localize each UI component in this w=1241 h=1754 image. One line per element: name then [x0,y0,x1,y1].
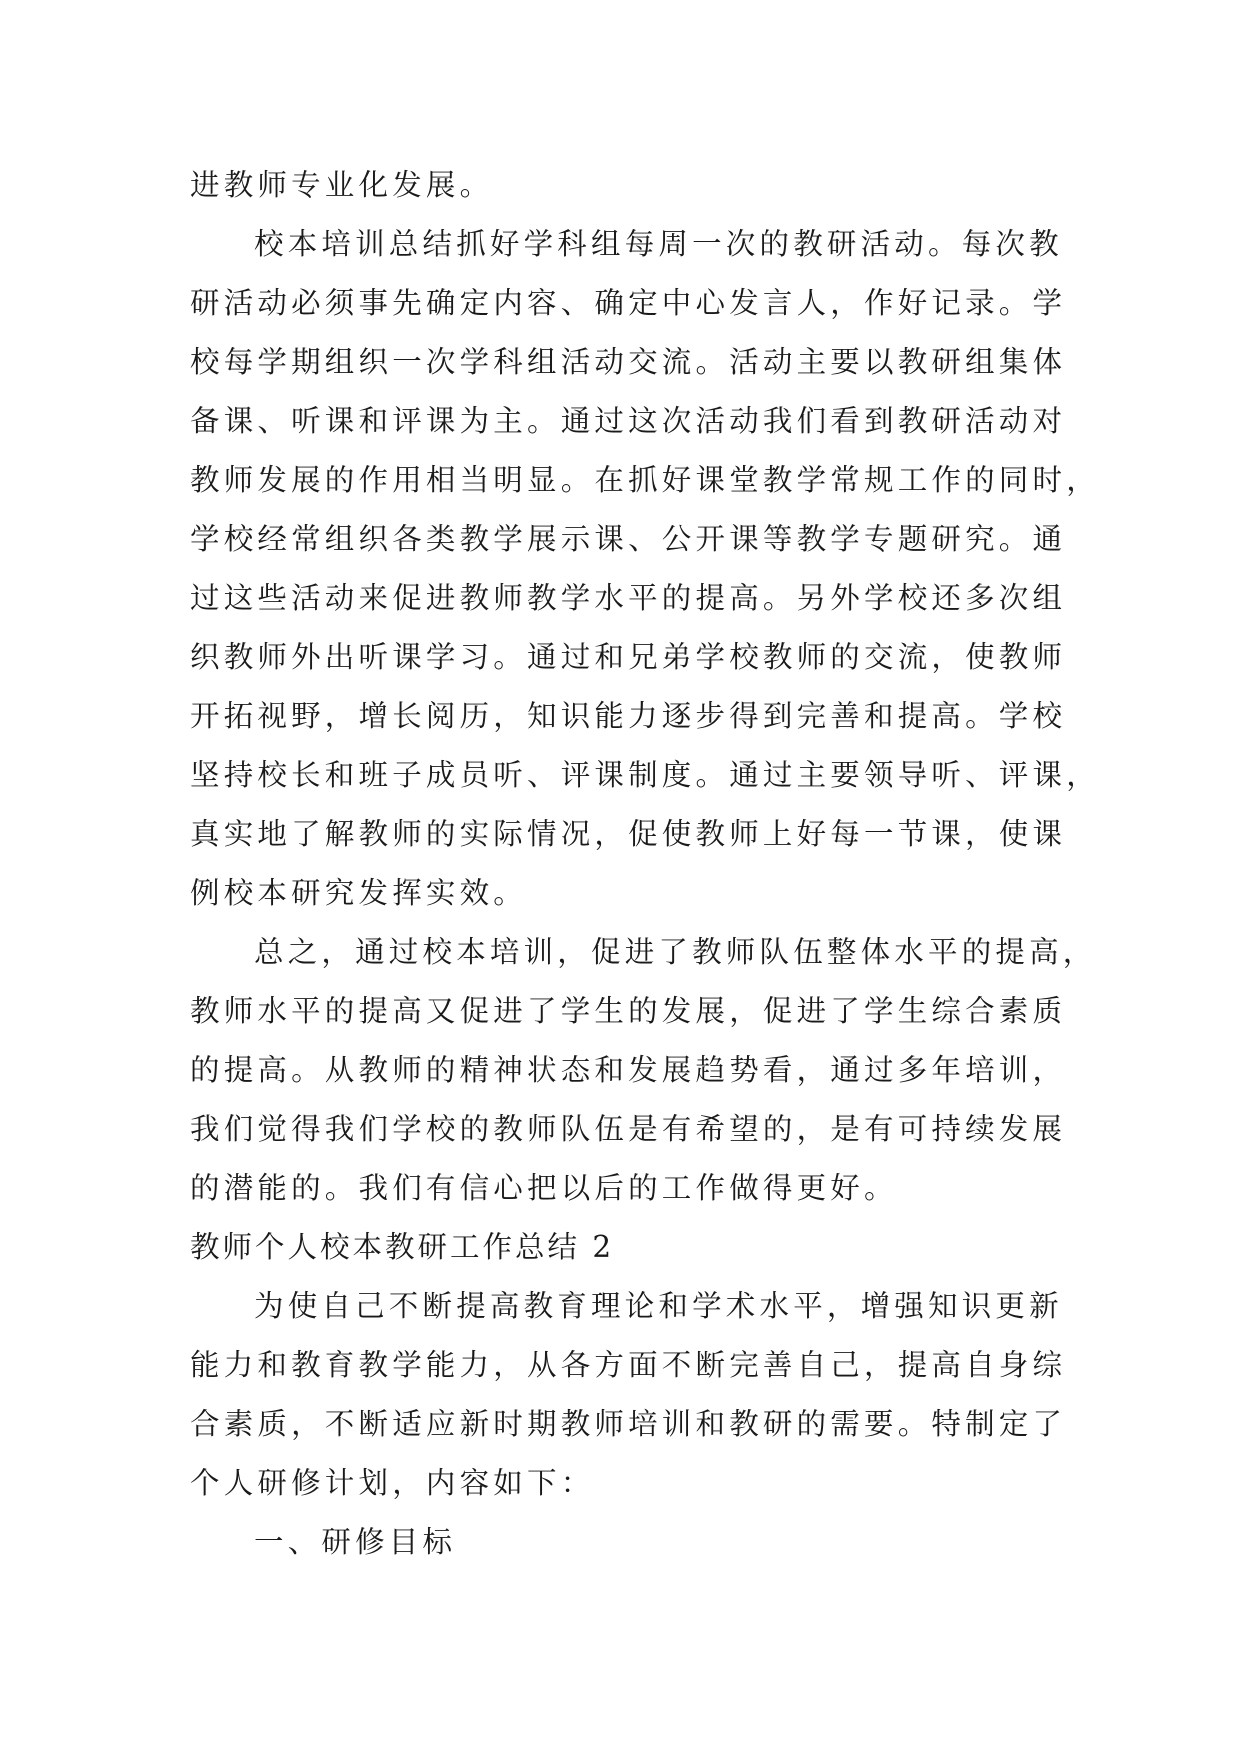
text-line: 进教师专业化发展。 [190,168,494,202]
text-line: 合素质，不断适应新时期教师培训和教研的需要。特制定了 [190,1407,1067,1441]
text-line: 开拓视野，增长阅历，知识能力逐步得到完善和提高。学校 [190,699,1067,733]
text-line: 教师发展的作用相当明显。在抓好课堂教学常规工作的同时， [190,463,1100,497]
text-line: 研活动必须事先确定内容、确定中心发言人，作好记录。学 [190,286,1067,320]
text-line: 校每学期组织一次学科组活动交流。活动主要以教研组集体 [190,345,1067,379]
document-body [190,156,1100,1572]
text-line: 坚持校长和班子成员听、评课制度。通过主要领导听、评课， [190,758,1100,792]
text-line: 个人研修计划，内容如下： [190,1466,595,1500]
text-line: 教师水平的提高又促进了学生的发展，促进了学生综合素质 [190,994,1067,1028]
text-line: 我们觉得我们学校的教师队伍是有希望的，是有可持续发展 [190,1112,1067,1146]
text-line: 学校经常组织各类教学展示课、公开课等教学专题研究。通 [190,522,1067,556]
paragraph-start-line: 总之，通过校本培训，促进了教师队伍整体水平的提高， [254,935,1097,969]
text-line: 备课、听课和评课为主。通过这次活动我们看到教研活动对 [190,404,1067,438]
paragraph-start-line: 校本培训总结抓好学科组每周一次的教研活动。每次教 [254,227,1063,261]
text-line: 的提高。从教师的精神状态和发展趋势看，通过多年培训， [190,1053,1067,1087]
text-line: 例校本研究发挥实效。 [190,876,528,910]
subsection-heading: 一、研修目标 [254,1525,457,1559]
text-line: 真实地了解教师的实际情况，促使教师上好每一节课，使课 [190,817,1067,851]
text-line: 的潜能的。我们有信心把以后的工作做得更好。 [190,1171,898,1205]
text-line: 织教师外出听课学习。通过和兄弟学校教师的交流，使教师 [190,640,1067,674]
text-line: 能力和教育教学能力，从各方面不断完善自己，提高自身综 [190,1348,1067,1382]
section-heading: 教师个人校本教研工作总结 2 [190,1230,615,1264]
paragraph-start-line: 为使自己不断提高教育理论和学术水平，增强知识更新 [254,1289,1063,1323]
text-line: 过这些活动来促进教师教学水平的提高。另外学校还多次组 [190,581,1067,615]
